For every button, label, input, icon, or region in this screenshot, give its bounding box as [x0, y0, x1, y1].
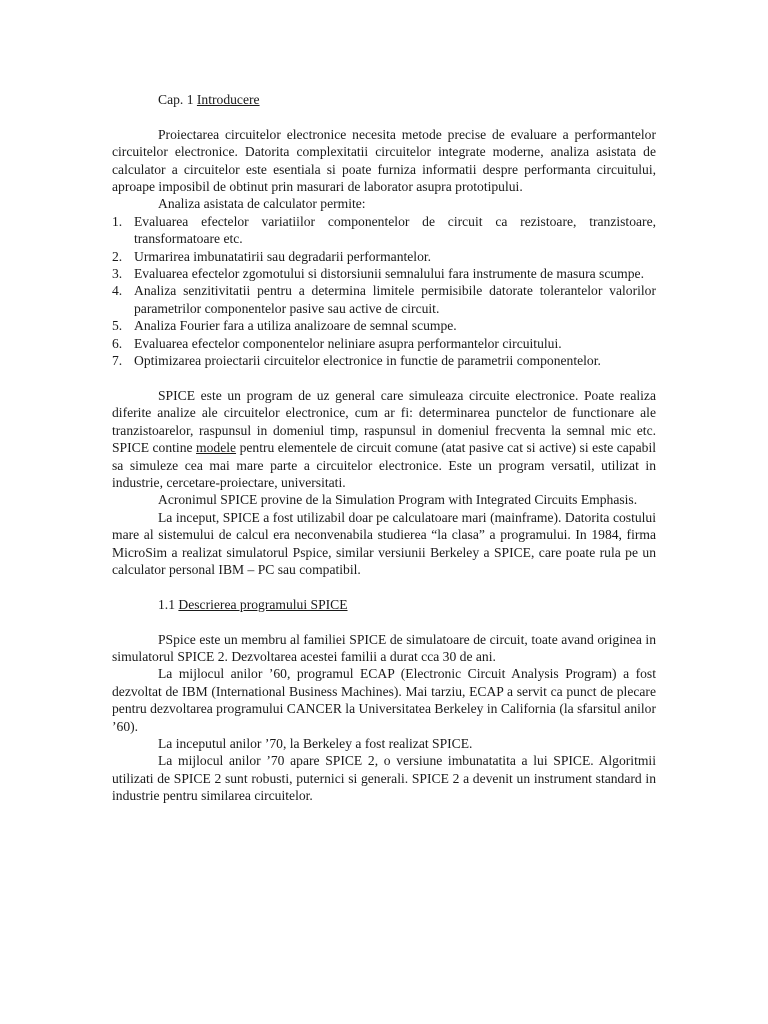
- chapter-title: Introducere: [196, 92, 260, 107]
- list-number: 4.: [112, 283, 123, 299]
- section-heading: [112, 596, 656, 613]
- spice-paragraph-3: La inceput, SPICE a fost utilizabil doar pe calculatoare mari (mainframe). Datorita costului mare al sistemului de calcul era neconvenabila studierea “la clasa” a programului. In 1984, firma MicroSim a realizat simulatorul Pspice, similar versiunii Berkeley a SPICE, care poate rula pe un calculator personal IBM – PC sau compatibil.: [112, 509, 656, 577]
- spacer: [112, 578, 656, 595]
- list-number: 7.: [112, 353, 123, 369]
- spice-text-before: SPICE este un program de uz general care simuleaza circuite electronice. Poate realiza diferite analize ale circuitelor electronice, cum ar fi: determinarea punctelor de functionare ale tranzistoarelor, raspunsul in domeniul timp, raspunsul in domeniul frecventa la semnal mic etc. SPICE contine: [112, 387, 656, 456]
- intro-paragraph-2: Analiza asistata de calculator permite:: [158, 196, 366, 212]
- spacer: [112, 108, 656, 125]
- chapter-prefix: Cap. 1: [158, 92, 194, 107]
- spice-paragraph-2: Acronimul SPICE provine de la Simulation Program with Integrated Circuits Emphasis.: [158, 492, 638, 508]
- list-item: [112, 248, 656, 265]
- list-text: Evaluarea efectelor variatiilor componentelor de circuit ca rezistoare, tranzistoare, transformatoare etc.: [134, 213, 656, 247]
- list-number: 3.: [112, 266, 123, 282]
- list-item: [112, 352, 656, 369]
- desc-paragraph-4: La mijlocul anilor ’70 apare SPICE 2, o versiune imbunatatita a lui SPICE. Algoritmii utilizati de SPICE 2 sunt robusti, puternici si generali. SPICE 2 a devenit un instrument standard in industrie pentru similarea circuitelor.: [112, 753, 656, 804]
- chapter-heading: [112, 91, 656, 108]
- list-item: [112, 213, 656, 248]
- list-number: 6.: [112, 335, 123, 351]
- list-item: [112, 335, 656, 352]
- spacer: [112, 613, 656, 630]
- section-title: Descrierea programului SPICE: [178, 596, 348, 612]
- list-number: 2.: [112, 248, 123, 264]
- modele-link[interactable]: modele: [196, 440, 237, 456]
- desc-paragraph-1: PSpice este un membru al familiei SPICE de simulatoare de circuit, toate avand originea in simulatorul SPICE 2. Dezvoltarea acestei familii a durat cca 30 de ani.: [112, 631, 656, 664]
- list-text: Analiza Fourier fara a utiliza analizoare de semnal scumpe.: [134, 318, 457, 334]
- list-text: Evaluarea efectelor zgomotului si distorsiunii semnalului fara instrumente de masura scumpe.: [134, 266, 644, 282]
- analysis-list: [112, 213, 656, 370]
- list-text: Optimizarea proiectarii circuitelor electronice in functie de parametrii componentelor.: [134, 353, 601, 369]
- list-item: [112, 282, 656, 317]
- spice-text-after: pentru elementele de circuit comune (atat pasive cat si active) si este capabil sa simuleze cea mai mare parte a circuitelor electronice. Este un program versatil, utilizat in industrie, cercetare-proiectare, universitati.: [112, 440, 657, 490]
- list-text: Urmarirea imbunatatirii sau degradarii performantelor.: [134, 248, 432, 264]
- desc-paragraph-3: La inceputul anilor ’70, la Berkeley a fost realizat SPICE.: [158, 735, 473, 751]
- list-number: 1.: [112, 213, 123, 229]
- intro-paragraph-1: Proiectarea circuitelor electronice necesita metode precise de evaluare a performantelor circuitelor electronice. Datorita complexitatii circuitelor integrate moderne, analiza asistata de calculator a circuitelor este esentiala si poate furniza informatii despre performanta circuitului, aproape imposibil de obtinut prin masurari de laborator asupra prototipului.: [112, 126, 656, 195]
- spice-paragraph-1: [112, 387, 656, 491]
- list-text: Analiza senzitivitatii pentru a determina limitele permisibile datorate tolerantelor valorilor parametrilor componentelor pasive sau active de circuit.: [134, 283, 656, 316]
- spacer: [112, 369, 656, 386]
- list-number: 5.: [112, 318, 123, 334]
- list-text: Evaluarea efectelor componentelor neliniare asupra performantelor circuitului.: [134, 335, 562, 351]
- section-prefix: 1.1: [158, 596, 175, 612]
- list-item: [112, 317, 656, 334]
- list-item: [112, 265, 656, 282]
- desc-paragraph-2: La mijlocul anilor ’60, programul ECAP (Electronic Circuit Analysis Program) a fost dezvoltat de IBM (International Business Machines). Mai tarziu, ECAP a servit ca punct de plecare pentru dezvoltarea programului CANCER la Universitatea Berkeley in California (la sfarsitul anilor ’60).: [112, 666, 656, 734]
